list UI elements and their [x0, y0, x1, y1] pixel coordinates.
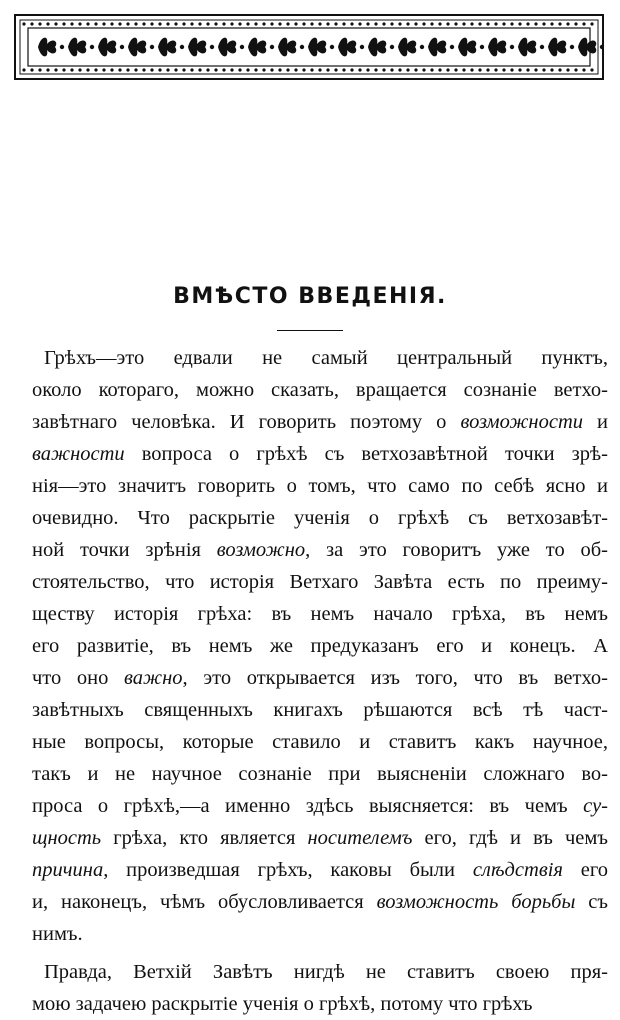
border-bead	[334, 22, 337, 25]
ornament-dot	[360, 45, 364, 49]
text-line	[32, 886, 608, 918]
border-bead	[38, 22, 41, 25]
text-run: ной точки зрѣнія	[32, 539, 217, 561]
border-bead	[382, 68, 385, 71]
emphasis: возможность борьбы	[376, 891, 576, 913]
border-bead	[406, 22, 409, 25]
border-bead	[30, 22, 33, 25]
emphasis: возможности	[460, 411, 583, 433]
border-bead	[214, 68, 217, 71]
border-bead	[478, 22, 481, 25]
border-bead	[86, 68, 89, 71]
border-bead	[454, 22, 457, 25]
border-bead	[366, 22, 369, 25]
border-bead	[174, 68, 177, 71]
border-bead	[382, 22, 385, 25]
ornament-dot	[390, 45, 394, 49]
floral-motif-icon	[218, 38, 236, 57]
border-bead	[502, 22, 505, 25]
border-bead	[414, 68, 417, 71]
border-bead	[126, 22, 129, 25]
text-line	[32, 374, 608, 406]
border-bead	[46, 22, 49, 25]
border-bead	[62, 22, 65, 25]
border-bead	[526, 22, 529, 25]
border-bead	[46, 68, 49, 71]
text-line	[32, 598, 608, 630]
text-run: вопроса о грѣхѣ съ ветхозавѣтной точки зрѣ-	[124, 443, 608, 465]
ornament-dot	[180, 45, 184, 49]
floral-motif-icon	[428, 38, 446, 57]
emphasis: щность	[32, 827, 102, 849]
text-run: нія—это значитъ говорить о томъ, что само по себѣ ясно и	[32, 475, 608, 497]
text-run: его	[562, 859, 608, 881]
floral-motif-icon	[368, 38, 386, 57]
border-bead	[422, 68, 425, 71]
border-bead	[326, 68, 329, 71]
border-bead	[278, 68, 281, 71]
border-bead	[294, 22, 297, 25]
text-run: около котораго, можно сказать, вращается сознаніе ветхо-	[32, 379, 608, 401]
border-bead	[478, 68, 481, 71]
border-bead	[566, 22, 569, 25]
text-run: , произведшая грѣхъ, каковы были	[103, 859, 473, 881]
text-run: его развитіе, въ немъ же предуказанъ его и конецъ. А	[32, 635, 608, 657]
text-line	[32, 502, 608, 534]
border-bead	[118, 68, 121, 71]
ornament-dot	[300, 45, 304, 49]
text-run: съ	[575, 891, 609, 913]
ornament-dot	[540, 45, 544, 49]
text-run: что оно	[32, 667, 125, 689]
text-run: , это открывается изъ того, что въ ветхо-	[182, 667, 608, 689]
border-bead	[110, 22, 113, 25]
border-bead	[398, 22, 401, 25]
border-bead	[238, 22, 241, 25]
border-bead	[70, 68, 73, 71]
text-line	[32, 470, 608, 502]
border-bead	[342, 68, 345, 71]
border-bead	[486, 68, 489, 71]
border-bead	[94, 22, 97, 25]
border-bead	[230, 22, 233, 25]
border-bead	[358, 68, 361, 71]
border-bead	[126, 68, 129, 71]
border-bead	[510, 22, 513, 25]
border-bead	[206, 68, 209, 71]
border-bead	[486, 22, 489, 25]
floral-motif-icon	[158, 38, 176, 57]
border-bead	[374, 22, 377, 25]
border-bead	[134, 22, 137, 25]
paragraph-2	[32, 956, 608, 1020]
text-line	[32, 726, 608, 758]
border-bead	[302, 68, 305, 71]
border-bead	[54, 22, 57, 25]
text-run: ные вопросы, которые ставило и ставитъ какъ научное,	[32, 731, 608, 753]
text-line	[32, 758, 608, 790]
border-bead	[318, 68, 321, 71]
border-bead	[286, 22, 289, 25]
border-bead	[206, 22, 209, 25]
border-bead	[262, 22, 265, 25]
border-bead	[150, 22, 153, 25]
border-bead	[510, 68, 513, 71]
border-bead	[518, 68, 521, 71]
text-run: завѣтныхъ священныхъ книгахъ рѣшаются всѣ тѣ част-	[32, 699, 608, 721]
border-bead	[262, 68, 265, 71]
border-bead	[230, 68, 233, 71]
text-run: стоятельство, что исторія Ветхаго Завѣта есть по преиму-	[32, 571, 608, 593]
floral-motif-icon	[308, 38, 326, 57]
border-bead	[254, 68, 257, 71]
border-bead	[294, 68, 297, 71]
border-bead	[166, 68, 169, 71]
border-bead	[574, 68, 577, 71]
border-bead	[174, 22, 177, 25]
border-bead	[526, 68, 529, 71]
text-line	[32, 822, 608, 854]
border-bead	[142, 22, 145, 25]
border-bead	[326, 22, 329, 25]
text-body	[32, 342, 608, 1020]
border-bead	[494, 22, 497, 25]
border-bead	[414, 22, 417, 25]
border-bead	[534, 68, 537, 71]
border-bead	[342, 22, 345, 25]
emphasis: важно	[124, 667, 183, 689]
page-title: ВМѢСТО ВВЕДЕНІЯ.	[173, 284, 447, 309]
border-bead	[134, 68, 137, 71]
border-bead	[254, 22, 257, 25]
border-bead	[118, 22, 121, 25]
emphasis: су-	[583, 795, 608, 817]
border-bead	[30, 68, 33, 71]
border-bead	[190, 68, 193, 71]
text-line	[32, 988, 608, 1020]
ornament-dot	[420, 45, 424, 49]
border-bead	[38, 68, 41, 71]
border-bead	[470, 22, 473, 25]
border-bead	[550, 22, 553, 25]
text-run: его, гдѣ и въ чемъ	[412, 827, 608, 849]
border-bead	[542, 68, 545, 71]
text-run: мою задачею раскрытіе ученія о грѣхѣ, потому что грѣхъ	[32, 993, 533, 1015]
border-bead	[366, 68, 369, 71]
border-bead	[110, 68, 113, 71]
border-bead	[198, 22, 201, 25]
border-bead	[102, 68, 105, 71]
border-bead	[358, 22, 361, 25]
border-bead	[350, 22, 353, 25]
border-bead	[238, 68, 241, 71]
floral-motif-icon	[188, 38, 206, 57]
border-bead	[566, 68, 569, 71]
border-bead	[446, 68, 449, 71]
border-bead	[558, 22, 561, 25]
border-bead	[86, 22, 89, 25]
floral-motif-icon	[278, 38, 296, 57]
border-bead	[430, 22, 433, 25]
border-bead	[94, 68, 97, 71]
border-bead	[246, 22, 249, 25]
border-bead	[462, 22, 465, 25]
border-bead	[166, 22, 169, 25]
emphasis: возможно	[216, 539, 306, 561]
border-bead	[78, 22, 81, 25]
emphasis: важности	[32, 443, 125, 465]
text-run: грѣха, кто является	[101, 827, 308, 849]
ornament-dot	[600, 45, 604, 49]
ornament-dot	[510, 45, 514, 49]
text-run: Грѣхъ—это едвали не самый центральный пунктъ,	[44, 347, 608, 369]
floral-motif-icon	[68, 38, 86, 57]
border-bead	[302, 22, 305, 25]
border-bead	[430, 68, 433, 71]
border-bead	[270, 68, 273, 71]
floral-motif-icon	[488, 38, 506, 57]
ornament-dot	[120, 45, 124, 49]
border-bead	[182, 68, 185, 71]
ornament-dot	[210, 45, 214, 49]
border-bead	[278, 22, 281, 25]
border-bead	[374, 68, 377, 71]
text-line	[32, 694, 608, 726]
text-run: нимъ.	[32, 923, 83, 945]
text-line	[32, 854, 608, 886]
text-run: и, наконецъ, чѣмъ обусловливается	[32, 891, 377, 913]
text-run: такъ и не научное сознаніе при выясненіи сложнаго во-	[32, 763, 608, 785]
text-run: проса о грѣхѣ,—а именно здѣсь выясняется: въ чемъ	[32, 795, 584, 817]
border-bead	[54, 68, 57, 71]
text-line	[32, 630, 608, 662]
border-bead	[390, 22, 393, 25]
text-line	[32, 790, 608, 822]
floral-motif-icon	[128, 38, 146, 57]
border-bead	[558, 68, 561, 71]
border-bead	[550, 68, 553, 71]
text-run: Правда, Ветхій Завѣтъ нигдѣ не ставитъ своею пря-	[44, 961, 608, 983]
border-bead	[470, 68, 473, 71]
border-bead	[62, 68, 65, 71]
ornament-dot	[150, 45, 154, 49]
border-bead	[406, 68, 409, 71]
border-bead	[78, 68, 81, 71]
floral-motif-icon	[398, 38, 416, 57]
border-bead	[158, 22, 161, 25]
ornament-dot	[240, 45, 244, 49]
border-bead	[246, 68, 249, 71]
floral-motif-icon	[578, 38, 596, 57]
border-bead	[150, 68, 153, 71]
floral-motif-icon	[98, 38, 116, 57]
floral-border-ornament-icon	[14, 14, 604, 80]
ornament-dot	[270, 45, 274, 49]
text-line	[32, 438, 608, 470]
ornament-dot	[480, 45, 484, 49]
border-bead	[190, 22, 193, 25]
text-run: завѣтнаго человѣка. И говорить поэтому о	[32, 411, 461, 433]
emphasis: носителемъ	[307, 827, 413, 849]
border-bead	[438, 22, 441, 25]
border-bead	[142, 68, 145, 71]
text-line	[32, 406, 608, 438]
ornament-dot	[570, 45, 574, 49]
border-bead	[398, 68, 401, 71]
border-bead	[502, 68, 505, 71]
border-bead	[334, 68, 337, 71]
border-bead	[582, 22, 585, 25]
border-bead	[534, 22, 537, 25]
text-run: , за это говоритъ уже то об-	[305, 539, 608, 561]
floral-motif-icon	[38, 38, 56, 57]
border-bead	[182, 22, 185, 25]
title-rule	[277, 330, 343, 331]
border-bead	[198, 68, 201, 71]
floral-motif-icon	[338, 38, 356, 57]
floral-motif-icon	[518, 38, 536, 57]
text-line	[32, 956, 608, 988]
emphasis: причина	[32, 859, 104, 881]
ornament-dot	[90, 45, 94, 49]
text-line	[32, 662, 608, 694]
border-bead	[542, 22, 545, 25]
border-bead	[222, 22, 225, 25]
border-bead	[22, 68, 25, 71]
floral-motif-icon	[458, 38, 476, 57]
border-bead	[462, 68, 465, 71]
border-bead	[310, 22, 313, 25]
border-bead	[70, 22, 73, 25]
text-run: и	[583, 411, 608, 433]
border-bead	[270, 22, 273, 25]
border-bead	[350, 68, 353, 71]
ornament-dot	[60, 45, 64, 49]
border-bead	[454, 68, 457, 71]
border-bead	[446, 22, 449, 25]
text-line	[32, 566, 608, 598]
text-line	[32, 918, 608, 950]
border-bead	[422, 22, 425, 25]
border-bead	[518, 22, 521, 25]
ornament-dot	[450, 45, 454, 49]
floral-motif-icon	[548, 38, 566, 57]
emphasis: слѣдствія	[472, 859, 563, 881]
border-bead	[590, 22, 593, 25]
text-line	[32, 534, 608, 566]
border-bead	[318, 22, 321, 25]
border-bead	[222, 68, 225, 71]
border-bead	[574, 22, 577, 25]
border-bead	[582, 68, 585, 71]
text-run: ществу исторія грѣха: въ немъ начало грѣха, въ немъ	[32, 603, 608, 625]
border-bead	[310, 68, 313, 71]
border-bead	[286, 68, 289, 71]
border-bead	[22, 22, 25, 25]
border-bead	[438, 68, 441, 71]
floral-motif-icon	[248, 38, 266, 57]
border-bead	[214, 22, 217, 25]
border-bead	[102, 22, 105, 25]
border-bead	[494, 68, 497, 71]
text-run: очевидно. Что раскрытіе ученія о грѣхѣ съ ветхозавѣт-	[32, 507, 608, 529]
paragraph-1	[32, 342, 608, 950]
text-line	[32, 342, 608, 374]
ornament-dot	[330, 45, 334, 49]
border-bead	[390, 68, 393, 71]
border-bead	[590, 68, 593, 71]
border-bead	[158, 68, 161, 71]
